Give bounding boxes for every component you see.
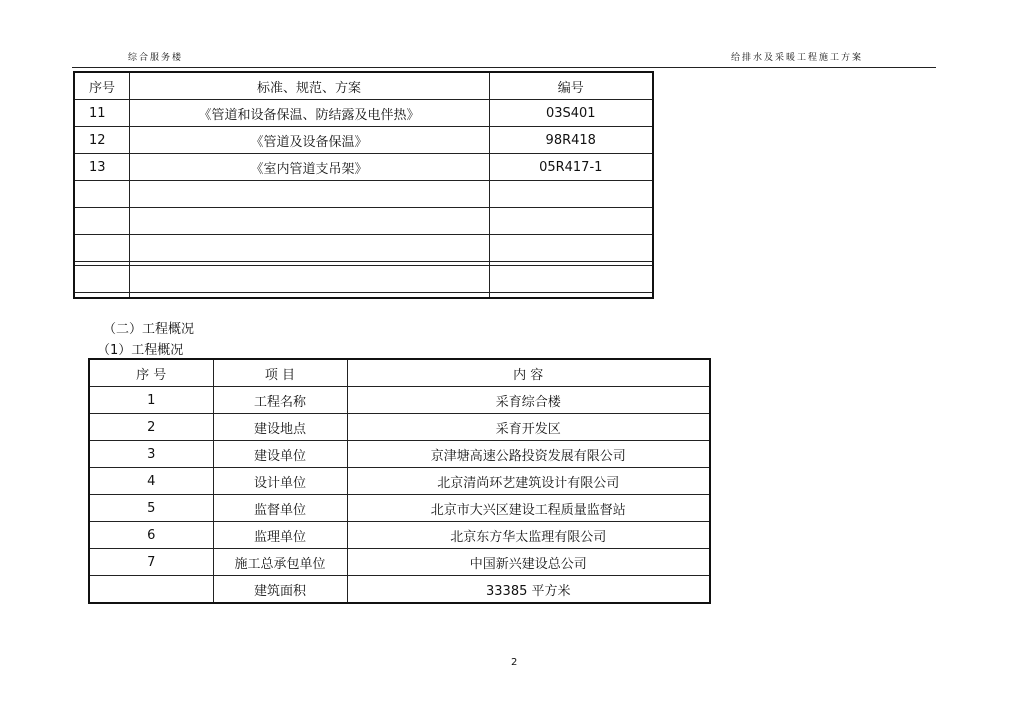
item-label: 工程名称 — [213, 387, 347, 414]
row-index: 2 — [89, 414, 213, 441]
row-index — [74, 181, 129, 208]
row-index: 5 — [89, 495, 213, 522]
standard-name — [129, 181, 489, 208]
row-index: 12 — [74, 127, 129, 154]
standard-name — [129, 208, 489, 235]
project-overview-table — [88, 358, 711, 604]
standard-code — [489, 208, 653, 235]
col-header-code: 编号 — [489, 72, 653, 100]
table-row — [89, 549, 710, 576]
section-heading: （二）工程概况 — [103, 322, 195, 337]
table-spacer-row — [74, 293, 653, 299]
standard-name — [129, 235, 489, 262]
standard-code: 03S401 — [489, 100, 653, 127]
item-content: 北京东方华太监理有限公司 — [347, 522, 710, 549]
table-row — [74, 154, 653, 181]
row-index — [89, 576, 213, 604]
item-content: 京津塘高速公路投资发展有限公司 — [347, 441, 710, 468]
running-header-right: 给排水及采暖工程施工方案 — [731, 53, 864, 63]
table-row — [89, 522, 710, 549]
item-content: 33385 平方米 — [347, 576, 710, 604]
standard-code — [489, 181, 653, 208]
standards-header-row — [74, 72, 653, 100]
row-index: 3 — [89, 441, 213, 468]
row-index — [74, 208, 129, 235]
item-label: 施工总承包单位 — [213, 549, 347, 576]
row-index: 1 — [89, 387, 213, 414]
col-header-content: 内 容 — [347, 359, 710, 387]
item-content: 北京市大兴区建设工程质量监督站 — [347, 495, 710, 522]
standards-table — [73, 71, 654, 299]
table-row — [74, 235, 653, 262]
item-content: 中国新兴建设总公司 — [347, 549, 710, 576]
row-index: 6 — [89, 522, 213, 549]
item-label: 监督单位 — [213, 495, 347, 522]
table-row — [89, 576, 710, 604]
table-row — [89, 441, 710, 468]
table-row — [74, 181, 653, 208]
item-label: 建筑面积 — [213, 576, 347, 604]
overview-header-row — [89, 359, 710, 387]
header-rule — [72, 67, 936, 68]
col-header-index: 序 号 — [89, 359, 213, 387]
item-label: 监理单位 — [213, 522, 347, 549]
running-header-left: 综合服务楼 — [128, 53, 184, 63]
table-row — [74, 208, 653, 235]
table-row — [74, 127, 653, 154]
standard-name: 《管道及设备保温》 — [129, 127, 489, 154]
col-header-item: 项 目 — [213, 359, 347, 387]
table-row — [74, 100, 653, 127]
item-label: 设计单位 — [213, 468, 347, 495]
standard-code: 98R418 — [489, 127, 653, 154]
col-header-standard: 标准、规范、方案 — [129, 72, 489, 100]
item-content: 采育开发区 — [347, 414, 710, 441]
row-index: 11 — [74, 100, 129, 127]
table-spacer-row — [74, 266, 653, 293]
table-row — [89, 468, 710, 495]
table-row — [89, 387, 710, 414]
table-row — [89, 495, 710, 522]
standard-code — [489, 235, 653, 262]
row-index: 4 — [89, 468, 213, 495]
table-row — [89, 414, 710, 441]
row-index: 7 — [89, 549, 213, 576]
item-label: 建设单位 — [213, 441, 347, 468]
standard-name: 《室内管道支吊架》 — [129, 154, 489, 181]
subsection-heading: （1）工程概况 — [97, 343, 184, 358]
row-index — [74, 235, 129, 262]
row-index: 13 — [74, 154, 129, 181]
item-label: 建设地点 — [213, 414, 347, 441]
page-number: 2 — [511, 657, 518, 668]
col-header-index: 序号 — [74, 72, 129, 100]
item-content: 采育综合楼 — [347, 387, 710, 414]
item-content: 北京清尚环艺建筑设计有限公司 — [347, 468, 710, 495]
standard-code: 05R417-1 — [489, 154, 653, 181]
standard-name: 《管道和设备保温、防结露及电伴热》 — [129, 100, 489, 127]
